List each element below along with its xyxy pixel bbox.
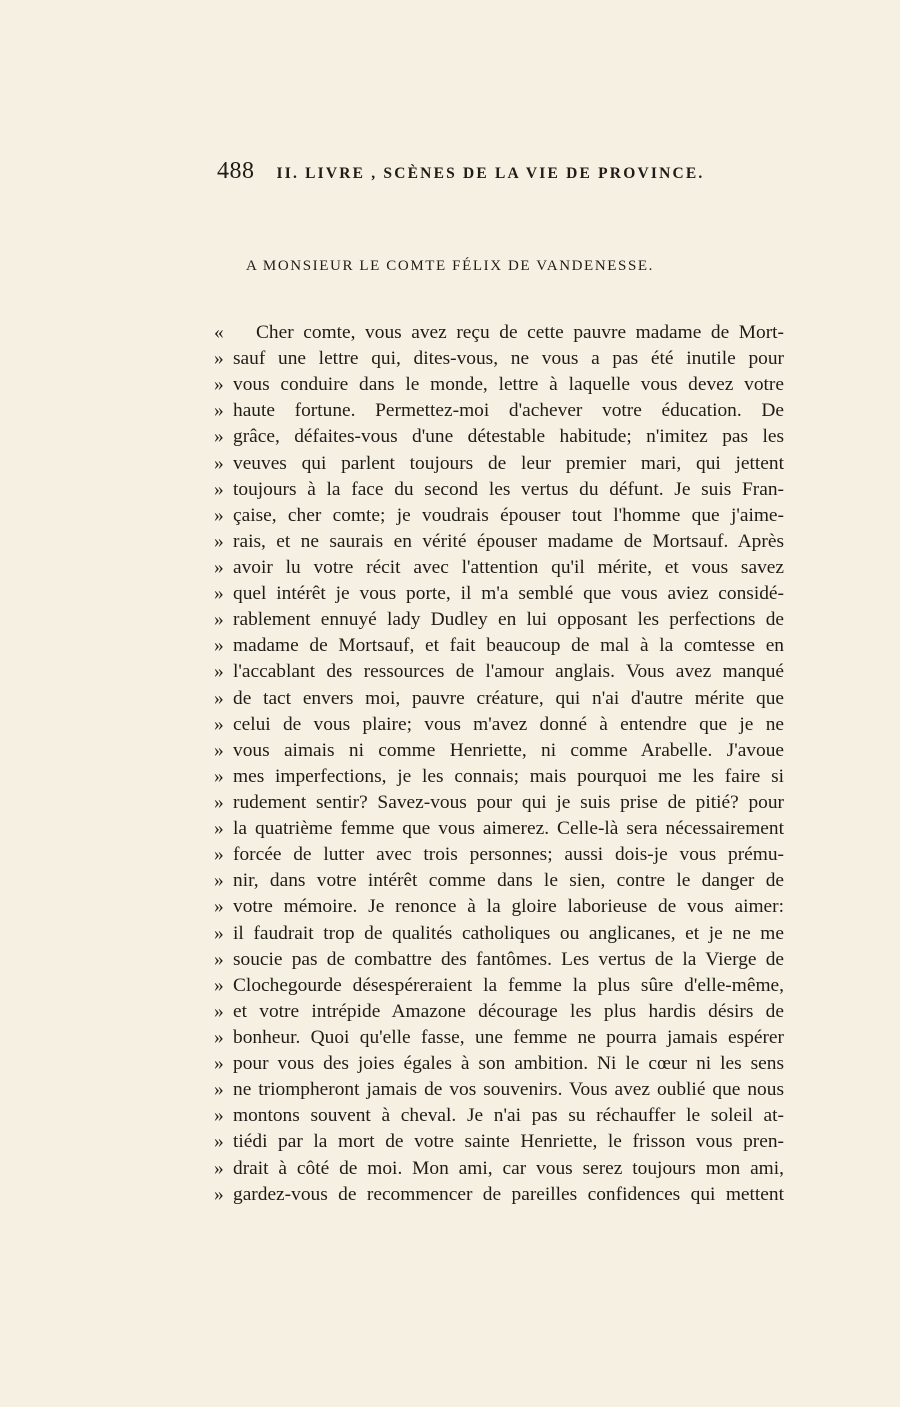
text-line [214, 868, 784, 894]
line-text: forcée de lutter avec trois personnes; aussi dois-je vous prému- [233, 844, 784, 866]
text-line [214, 1077, 784, 1103]
line-text: rais, et ne saurais en vérité épouser madame de Mortsauf. Après [233, 530, 784, 552]
quote-mark: » [214, 896, 224, 918]
page-header [217, 158, 717, 185]
text-line [214, 372, 784, 398]
quote-mark: » [214, 400, 224, 422]
text-line [214, 424, 784, 450]
line-text: haute fortune. Permettez-moi d'achever votre éducation. De [233, 400, 784, 422]
line-text: la quatrième femme que vous aimerez. Celle-là sera nécessairement [233, 818, 784, 840]
line-text: rudement sentir? Savez-vous pour qui je suis prise de pitié? pour [233, 791, 784, 813]
line-text: grâce, défaites-vous d'une détestable habitude; n'imitez pas les [233, 426, 784, 448]
text-line [214, 581, 784, 607]
text-line [214, 398, 784, 424]
quote-mark: » [214, 948, 224, 970]
quote-mark: » [214, 739, 224, 761]
line-text: rablement ennuyé lady Dudley en lui opposant les perfections de [233, 609, 784, 631]
line-text: Clochegourde désespéreraient la femme la plus sûre d'elle-même, [233, 974, 784, 996]
text-line [214, 1051, 784, 1077]
quote-mark: » [214, 530, 224, 552]
letter-body [214, 320, 784, 1208]
text-line [214, 607, 784, 633]
line-text: toujours à la face du second les vertus du défunt. Je suis Fran- [233, 478, 784, 500]
letter-address: A MONSIEUR LE COMTE FÉLIX DE VANDENESSE. [245, 258, 655, 274]
line-text: ne triompheront jamais de vos souvenirs. Vous avez oublié que nous [233, 1079, 784, 1101]
quote-mark: » [214, 713, 224, 735]
text-line [214, 921, 784, 947]
line-text: veuves qui parlent toujours de leur premier mari, qui jettent [233, 452, 784, 474]
text-line [214, 1156, 784, 1182]
text-line [214, 1103, 784, 1129]
line-text: avoir lu votre récit avec l'attention qu'il mérite, et vous savez [233, 556, 784, 578]
text-line [214, 346, 784, 372]
line-text: Cher comte, vous avez reçu de cette pauvre madame de Mort- [256, 322, 784, 343]
text-line [214, 633, 784, 659]
text-line [214, 1129, 784, 1155]
quote-mark: » [214, 609, 224, 631]
quote-mark: » [214, 635, 224, 657]
quote-mark: » [214, 974, 224, 996]
page-number: 488 [217, 158, 255, 184]
running-head: II. LIVRE , SCÈNES DE LA VIE DE PROVINCE. [276, 165, 705, 182]
text-line [214, 320, 784, 346]
quote-mark: » [214, 1183, 224, 1205]
text-line [214, 712, 784, 738]
quote-mark: » [214, 1105, 224, 1127]
quote-mark: » [214, 374, 224, 396]
text-line [214, 973, 784, 999]
text-line [214, 451, 784, 477]
line-text: soucie pas de combattre des fantômes. Les vertus de la Vierge de [233, 948, 784, 970]
text-line [214, 947, 784, 973]
text-line [214, 790, 784, 816]
quote-mark: » [214, 818, 224, 840]
quote-mark: » [214, 1000, 224, 1022]
line-text: nir, dans votre intérêt comme dans le sien, contre le danger de [233, 870, 784, 892]
line-text: quel intérêt je vous porte, il m'a semblé que vous aviez considé- [233, 583, 784, 605]
text-line [214, 1182, 784, 1208]
quote-mark: » [214, 348, 224, 370]
line-text: vous conduire dans le monde, lettre à laquelle vous devez votre [233, 374, 784, 396]
quote-mark: » [214, 765, 224, 787]
line-text: gardez-vous de recommencer de pareilles confidences qui mettent [233, 1183, 784, 1205]
line-text: bonheur. Quoi qu'elle fasse, une femme ne pourra jamais espérer [233, 1026, 784, 1048]
text-line [214, 555, 784, 581]
text-line [214, 999, 784, 1025]
text-line [214, 1025, 784, 1051]
text-line [214, 477, 784, 503]
quote-mark: » [214, 1131, 224, 1153]
quote-mark: » [214, 870, 224, 892]
line-text: et votre intrépide Amazone décourage les plus hardis désirs de [233, 1000, 784, 1022]
line-text: drait à côté de moi. Mon ami, car vous serez toujours mon ami, [233, 1157, 784, 1179]
text-line [214, 738, 784, 764]
line-text: vous aimais ni comme Henriette, ni comme Arabelle. J'avoue [233, 739, 784, 761]
quote-mark: » [214, 583, 224, 605]
line-text: de tact envers moi, pauvre créature, qui n'ai d'autre mérite que [233, 687, 784, 709]
text-line [214, 529, 784, 555]
quote-mark: » [214, 791, 224, 813]
text-line [214, 503, 784, 529]
line-text: celui de vous plaire; vous m'avez donné à entendre que je ne [233, 713, 784, 735]
line-text: votre mémoire. Je renonce à la gloire laborieuse de vous aimer: [233, 896, 784, 918]
line-text: sauf une lettre qui, dites-vous, ne vous a pas été inutile pour [233, 348, 784, 370]
quote-mark: » [214, 478, 224, 500]
line-text: mes imperfections, je les connais; mais pourquoi me les faire si [233, 765, 784, 787]
quote-mark: » [214, 1026, 224, 1048]
quote-mark: » [214, 1053, 224, 1075]
line-text: pour vous des joies égales à son ambition. Ni le cœur ni les sens [233, 1053, 784, 1075]
text-line [214, 842, 784, 868]
line-text: madame de Mortsauf, et fait beaucoup de mal à la comtesse en [233, 635, 784, 657]
quote-mark: » [214, 504, 224, 526]
text-line [214, 659, 784, 685]
quote-mark: » [214, 687, 224, 709]
quote-mark: « [214, 322, 224, 343]
text-line [214, 894, 784, 920]
quote-mark: » [214, 452, 224, 474]
line-text: montons souvent à cheval. Je n'ai pas su réchauffer le soleil at- [233, 1105, 784, 1127]
line-text: çaise, cher comte; je voudrais épouser tout l'homme que j'aime- [233, 504, 784, 526]
quote-mark: » [214, 1079, 224, 1101]
text-line [214, 686, 784, 712]
quote-mark: » [214, 922, 224, 944]
text-line [214, 816, 784, 842]
line-text: l'accablant des ressources de l'amour anglais. Vous avez manqué [233, 661, 784, 683]
quote-mark: » [214, 426, 224, 448]
quote-mark: » [214, 556, 224, 578]
text-line [214, 764, 784, 790]
line-text: tiédi par la mort de votre sainte Henriette, le frisson vous pren- [233, 1131, 784, 1153]
line-text: il faudrait trop de qualités catholiques ou anglicanes, et je ne me [233, 922, 784, 944]
quote-mark: » [214, 844, 224, 866]
quote-mark: » [214, 661, 224, 683]
quote-mark: » [214, 1157, 224, 1179]
